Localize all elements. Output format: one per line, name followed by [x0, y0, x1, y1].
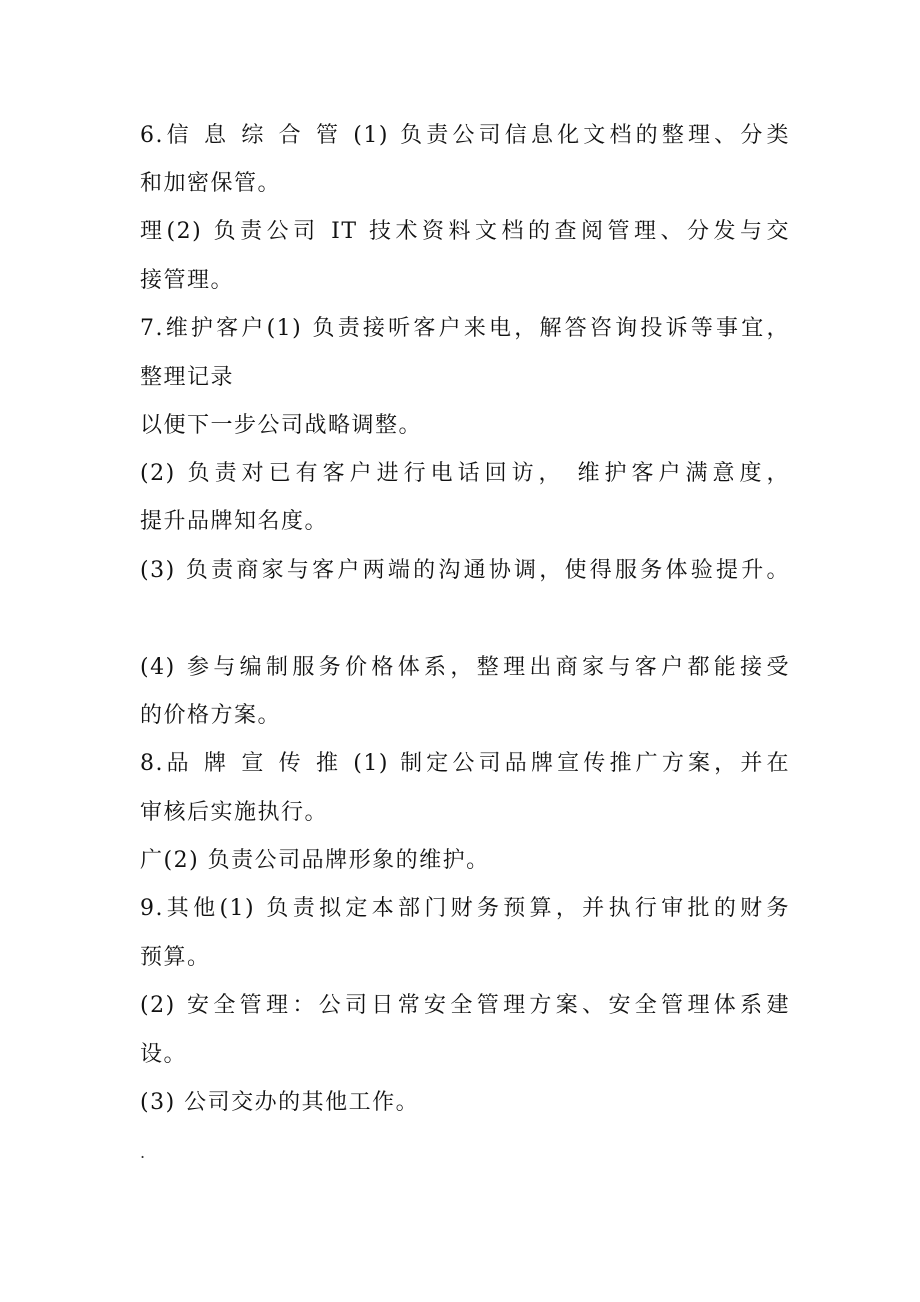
- text-line: 9.其他(1) 负责拟定本部门财务预算，并执行审批的财务: [140, 896, 790, 921]
- text-line: 8.品 牌 宣 传 推 (1) 制定公司品牌宣传推广方案，并在: [140, 751, 790, 776]
- text-line: 审核后实施执行。: [140, 800, 329, 825]
- text-line: 6.信 息 综 合 管 (1) 负责公司信息化文档的整理、分类: [140, 123, 790, 148]
- text-line: 接管理。: [140, 268, 235, 293]
- text-line: 提升品牌知名度。: [140, 509, 329, 534]
- text-line: 的价格方案。: [140, 703, 282, 728]
- text-line: 整理记录: [140, 365, 235, 390]
- text-line: (3) 负责商家与客户两端的沟通协调，使得服务体验提升。: [140, 558, 790, 583]
- text-line: 设。: [140, 1042, 188, 1067]
- text-line: (2) 安全管理：公司日常安全管理方案、安全管理体系建: [140, 993, 790, 1018]
- text-line: 理(2) 负责公司 IT 技术资料文档的查阅管理、分发与交: [140, 219, 790, 244]
- text-line: (3) 公司交办的其他工作。: [140, 1090, 420, 1115]
- text-line: (2) 负责对已有客户进行电话回访， 维护客户满意度，: [140, 461, 790, 486]
- text-line: 广(2) 负责公司品牌形象的维护。: [140, 848, 490, 873]
- text-line: 预算。: [140, 945, 211, 970]
- text-line: 7.维护客户(1) 负责接听客户来电，解答咨询投诉等事宜，: [140, 316, 790, 341]
- text-line: 以便下一步公司战略调整。: [140, 413, 423, 438]
- footer-mark: .: [140, 1143, 146, 1162]
- text-line: (4) 参与编制服务价格体系，整理出商家与客户都能接受: [140, 655, 790, 680]
- text-line: 和加密保管。: [140, 171, 282, 196]
